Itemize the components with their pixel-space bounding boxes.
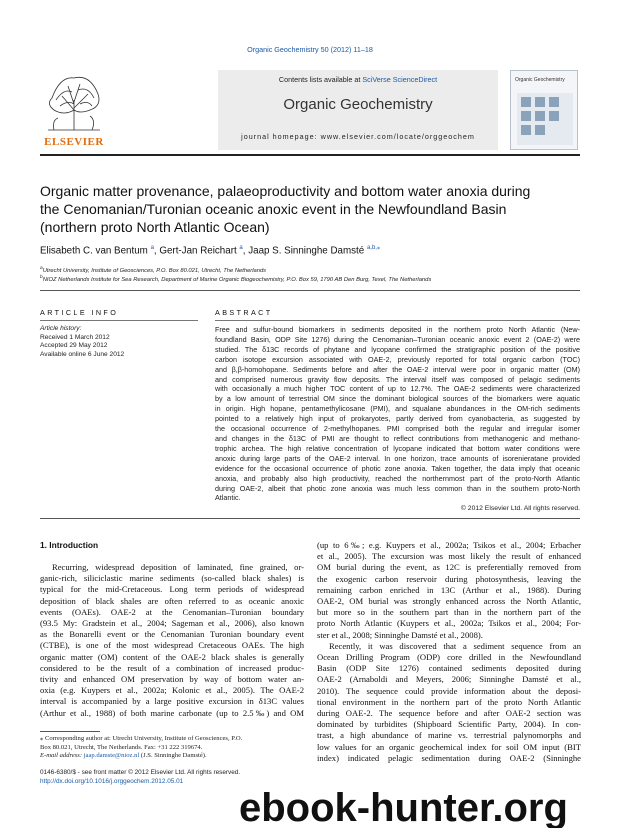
author-separator: , — [153, 245, 160, 257]
history-label: Article history: — [40, 325, 82, 332]
abstract-line: in origin. High hopane, pentamethylicosane (PMI), and squalane abundances in the OM-rich sediments — [215, 404, 580, 414]
body-line: trast, a high abundance of marine vs. terrestrial palynomorphs and — [317, 730, 581, 741]
masthead-banner — [218, 70, 498, 150]
doi-link[interactable]: http://dx.doi.org/10.1016/j.orggeochem.2012.05.01 — [40, 777, 184, 785]
issn-line: 0146-6380/$ - see front matter © 2012 Elsevier Ltd. All rights reserved. — [40, 769, 241, 776]
body-line: Ocean Drilling Program (ODP) core drilled in the Newfoundland — [317, 652, 581, 663]
body-line: proto North Atlantic (Kuypers et al., 2002a; Tsikos et al., 2004; For- — [317, 618, 581, 629]
affiliation-marker: b — [40, 275, 43, 280]
body-line: tivity and enhanced OM preservation by way of bottom water an- — [40, 674, 304, 685]
article-history — [40, 325, 198, 359]
body-line: Basin (ODP Site 1276) contained sediments deposited during — [317, 663, 581, 674]
abstract-line: anoxia, and probably also high productivity, reached the northernmost part of the proto-North Atlantic — [215, 473, 580, 483]
body-line: organic matter (OM) content of the OAE-2 black shales is generally — [40, 651, 304, 662]
header-rule — [40, 154, 580, 156]
body-line: low values for an organic geochemical index for soil OM input (BIT — [317, 741, 581, 752]
body-line: interval is accompanied by a large positive excursion in δ13C values — [40, 696, 304, 707]
contents-availability — [218, 75, 498, 84]
email-label: E-mail address: — [40, 752, 84, 760]
issn-info — [40, 769, 340, 786]
body-line: but more so in the southern part than in the northern part of the — [317, 607, 581, 618]
abstract-line: pointed to a relatively high input of prokaryotes, partly derived from cyanobacteria, as suggested by — [215, 414, 580, 424]
abstract-heading: ABSTRACT — [215, 308, 273, 317]
body-line: (93.5 My: Gradstein et al., 2004; Sageman et al., 2006), also known — [40, 618, 304, 629]
body-line: deposition of black shales are often referred to as oceanic anoxic — [40, 595, 304, 606]
email-suffix: (J.S. Sinninghe Damsté). — [139, 752, 207, 760]
body-column-right — [317, 540, 581, 764]
body-line: Recently, it was discovered that a sediment sequence from an — [329, 640, 581, 651]
author-name: Gert-Jan Reichart — [159, 245, 237, 257]
body-line: remaining carbon enriched in 13C (Arthur et al., 1988). During — [317, 584, 581, 595]
title-line: (northern proto North Atlantic Ocean) — [40, 219, 270, 235]
journal-cover-thumbnail — [510, 70, 578, 150]
introduction-heading: 1. Introduction — [40, 540, 99, 550]
author-list — [40, 244, 580, 256]
journal-masthead — [40, 70, 580, 152]
article-title — [40, 182, 585, 236]
watermark-text: ebook-hunter.org — [239, 788, 568, 828]
abstract-line: evidence for the occasional occurrence of photic zone anoxia. Taken together, the data imply that oceanic — [215, 463, 580, 473]
footnote-line: ⁎ Corresponding author at: Utrecht University, Institute of Geosciences, P.O. — [40, 735, 243, 742]
abstract-line: trophic archea. The high relative concentration of lycopane indicated that bottom water conditions were — [215, 443, 580, 453]
contents-prefix: Contents lists available at — [278, 75, 363, 84]
abstract-line: Atlantic. — [215, 493, 241, 503]
abstract-body — [215, 325, 580, 503]
body-line: the exogenic carbon reservoir during photosynthesis, leaving the — [317, 573, 581, 584]
body-line: OAE-2 (Arnaboldi and Meyers, 2006; Sinninghe Damsté et al., — [317, 674, 581, 685]
author-separator: , — [242, 245, 249, 257]
abstract-line: studied. The δ13C records of phytane and lycopane confirmed the stratigraphic position of the positive — [215, 344, 580, 354]
footnote-line: Box 80.021, Utrecht, The Netherlands. Fax: +31 222 319674. — [40, 743, 203, 751]
section-rule — [40, 290, 580, 291]
body-line: (Arthur et al., 1988) of both marine carbonate (up to 2.5‰) and OM — [40, 707, 304, 718]
abstract-line: during OAE-2, albeit that photic zone anoxia was much less common than in the southern proto-North — [215, 483, 580, 493]
accepted-date: Accepted 29 May 2012 — [40, 342, 108, 350]
body-line: dominated by turbidites (Shipboard Scientific Party, 2004). In con- — [317, 719, 581, 730]
affiliation-text: Utrecht University, Institute of Geosciences, P.O. Box 80.021, Utrecht, The Netherlands — [42, 267, 267, 274]
body-line: ster et al., 2008; Sinninghe Damsté et al., 2008). — [317, 629, 483, 640]
body-rule — [40, 518, 580, 519]
body-line: (up to 6‰; e.g. Kuypers et al., 2002a; Tsikos et al., 2004; Erbacher — [317, 540, 581, 550]
body-line: 2010). The sequence could provide information about the deposi- — [317, 685, 581, 696]
affiliation — [40, 266, 580, 274]
abstract-line: Free and sulfur-bound biomarkers in sediments deposited in the northern proto North Atlantic (New- — [215, 325, 580, 334]
author-name: Jaap S. Sinninghe Damsté — [248, 245, 365, 257]
body-line: events (OAEs). OAE-2 at the Cenomanian–Turonian boundary — [40, 606, 304, 617]
abstract-line: and comprised numerous gravity flow deposits. The interval itself was composed of pelagic sediments — [215, 374, 580, 384]
body-line: OM burial during the event, as 12C is preferentially removed from — [317, 562, 581, 573]
affiliation-text: NIOZ Netherlands Institute for Sea Research, Department of Marine Organic Biogeochemistry, P.O. Box 59, 1790 AB Den Burg, Texel, The Netherlands — [42, 276, 432, 283]
cover-title: Organic Geochemistry — [515, 77, 565, 83]
abstract-line: with occasionally a much higher TOC content of up to 12.7%. The OAE-2 sediments were characterized — [215, 384, 580, 394]
abstract-line: the occasional occurrence of 2-methylhopanes. PMI comprised both the regular and irregular isomer — [215, 424, 580, 434]
body-line: (CTBE), is one of the most widespread Cretaceous OAEs. The high — [40, 640, 304, 651]
footnote-rule — [40, 731, 100, 732]
body-column-left — [40, 562, 304, 719]
author-name: Elisabeth C. van Bentum — [40, 245, 148, 257]
body-line: et al., 2005). The excursion was most likely the result of enhanced — [317, 551, 581, 562]
article-info-heading: ARTICLE INFO — [40, 308, 119, 317]
sciencedirect-link[interactable]: SciVerse ScienceDirect — [362, 75, 438, 84]
abstract-line: and β,β-homohopane. Sediments before and after the OAE-2 interval were poor in organic matter (OM) — [215, 364, 580, 374]
journal-name: Organic Geochemistry — [283, 96, 433, 113]
abstract-line: and changes in the δ13C of PMI are thought to reflect contributions from methanogenic and methano- — [215, 433, 580, 443]
copyright-notice: © 2012 Elsevier Ltd. All rights reserved. — [460, 505, 580, 512]
author-affiliation-link[interactable]: a — [239, 245, 243, 251]
affiliation — [40, 275, 580, 283]
body-line: ganic-rich, siliciclastic marine sediments (so-called black shales) is — [40, 573, 304, 584]
body-line: tional environment in the northern part of the proto North Atlantic — [317, 696, 581, 707]
title-line: the Cenomanian/Turonian oceanic anoxic event in the Newfoundland Basin — [40, 201, 507, 217]
abstract-line: anoxic during large parts of the OAE-2 interval. In one horizon, trace amounts of isorenieratane provided — [215, 453, 580, 463]
author-affiliation-link[interactable]: a — [150, 245, 154, 251]
body-line: Recurring, widespread deposition of laminated, fine grained, or- — [52, 562, 304, 572]
affiliation-marker: a — [40, 266, 43, 271]
body-line: as the Bonarelli event or the Cenomanian Turonian boundary event — [40, 629, 304, 640]
body-line: OAE-2, OM burial was strongly enhanced across the North Atlantic, — [317, 596, 581, 607]
title-line: Organic matter provenance, palaeoproductivity and bottom water anoxia during — [40, 183, 531, 199]
received-date: Received 1 March 2012 — [40, 333, 110, 341]
corresponding-author-footnote — [40, 735, 304, 761]
body-line: during OAE-2. The sequence before and after OAE-2 section was — [317, 708, 581, 719]
article-info-rule — [40, 320, 198, 321]
author-affiliation-link[interactable]: a,b,⁎ — [366, 245, 380, 251]
email-link[interactable]: jaap.damste@nioz.nl — [83, 752, 140, 760]
body-line: considered to be the result of a combination of increased produc- — [40, 662, 304, 673]
abstract-line: carbon isotope excursion associated with OAE-2, previously reported for total organic carbon (TOC) — [215, 354, 580, 364]
body-line: typical for the mid-Cretaceous. Long term periods of widespread — [40, 584, 304, 595]
publisher-wordmark: ELSEVIER — [44, 136, 104, 148]
body-line: oxia (e.g. Kuypers et al., 2002a; Kolonic et al., 2005). The OAE-2 — [40, 685, 304, 696]
abstract-line: foundland Basin, ODP Site 1276) during the Cenomanian–Turonian oceanic anoxic event 2 (OAE-2) were — [215, 334, 580, 344]
watermark — [235, 788, 620, 828]
footnote-email-line — [40, 752, 304, 761]
body-line: index) indicated pelagic sedimentation during OAE-2 (Sinninghe — [317, 752, 581, 763]
journal-reference[interactable]: Organic Geochemistry 50 (2012) 11–18 — [247, 45, 373, 54]
online-date: Available online 6 June 2012 — [40, 350, 125, 358]
journal-homepage-link[interactable]: journal homepage: www.elsevier.com/locate/orggeochem — [241, 132, 475, 141]
abstract-line: by a low amount of terrestrial OM since the dominant biological sources of the biomarkers were aquatic — [215, 394, 580, 404]
abstract-rule — [215, 320, 580, 321]
